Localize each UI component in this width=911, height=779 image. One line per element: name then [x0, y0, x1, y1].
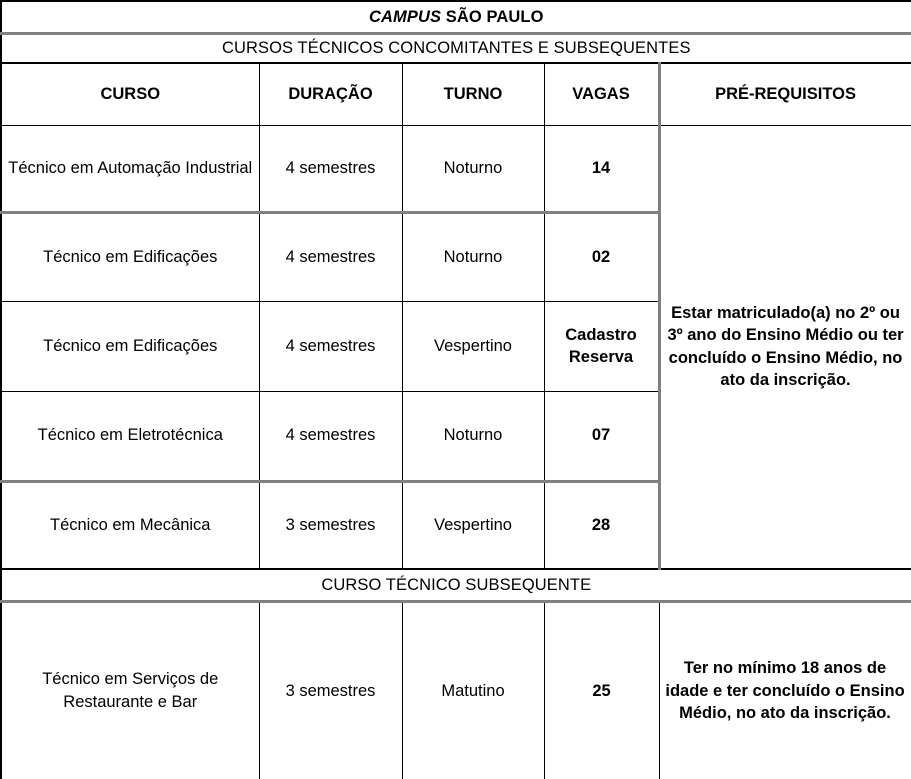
- section-title-row-subsequente: [1, 569, 911, 601]
- campus-word-label: CAMPUS: [368, 7, 442, 26]
- cell-vagas: 02: [544, 212, 659, 301]
- table-row: [1, 125, 911, 212]
- cell-turno: Vespertino: [402, 301, 544, 391]
- cell-vagas: 28: [544, 481, 659, 569]
- cell-vagas: 14: [544, 125, 659, 212]
- cell-turno: Noturno: [402, 391, 544, 481]
- column-header-turno: TURNO: [402, 63, 544, 125]
- cell-duracao: 4 semestres: [259, 391, 402, 481]
- cell-curso: Técnico em Serviços de Restaurante e Bar: [1, 601, 259, 779]
- cell-curso: Técnico em Edificações: [1, 212, 259, 301]
- cell-prerequisitos-concomitantes: Estar matriculado(a) no 2º ou 3º ano do Ensino Médio ou ter concluído o Ensino Médio, no ato da inscrição.: [659, 125, 911, 569]
- cell-curso: Técnico em Eletrotécnica: [1, 391, 259, 481]
- cell-turno: Noturno: [402, 212, 544, 301]
- cell-turno: Vespertino: [402, 481, 544, 569]
- section-title-concomitantes: CURSOS TÉCNICOS CONCOMITANTES E SUBSEQUENTES: [1, 33, 911, 63]
- column-header-prerequisitos: PRÉ-REQUISITOS: [659, 63, 911, 125]
- column-header-row: [1, 63, 911, 125]
- cell-vagas: 25: [544, 601, 659, 779]
- cell-curso: Técnico em Edificações: [1, 301, 259, 391]
- section-title-row-concomitantes: [1, 33, 911, 63]
- cell-prerequisitos-subsequente: Ter no mínimo 18 anos de idade e ter concluído o Ensino Médio, no ato da inscrição.: [659, 601, 911, 779]
- cell-duracao: 4 semestres: [259, 125, 402, 212]
- column-header-curso: CURSO: [1, 63, 259, 125]
- cell-curso: Técnico em Mecânica: [1, 481, 259, 569]
- cell-curso: Técnico em Automação Industrial: [1, 125, 259, 212]
- banner-row: [1, 1, 911, 33]
- column-header-vagas: VAGAS: [544, 63, 659, 125]
- cell-duracao: 3 semestres: [259, 481, 402, 569]
- cell-duracao: 4 semestres: [259, 212, 402, 301]
- cell-turno: Matutino: [402, 601, 544, 779]
- cell-vagas: 07: [544, 391, 659, 481]
- campus-banner: [1, 1, 911, 33]
- cell-vagas: Cadastro Reserva: [544, 301, 659, 391]
- cell-duracao: 3 semestres: [259, 601, 402, 779]
- table-row: [1, 601, 911, 779]
- campus-name-label: SÃO PAULO: [441, 7, 544, 26]
- cell-duracao: 4 semestres: [259, 301, 402, 391]
- column-header-duracao: DURAÇÃO: [259, 63, 402, 125]
- section-title-subsequente: CURSO TÉCNICO SUBSEQUENTE: [1, 569, 911, 601]
- cell-turno: Noturno: [402, 125, 544, 212]
